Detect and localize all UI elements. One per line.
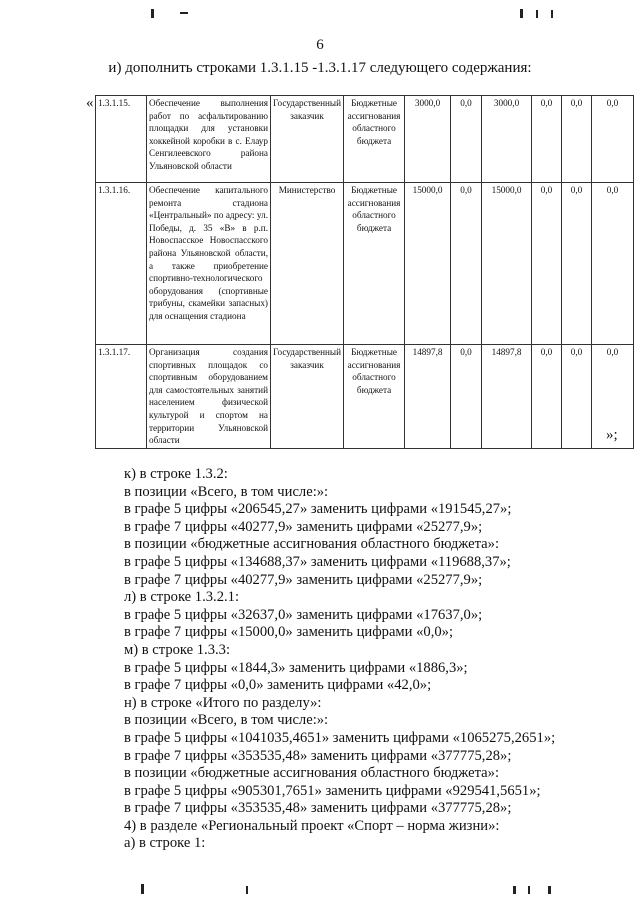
text-line: в позиции «бюджетные ассигнования областного бюджета»: [124,536,499,553]
table-row [96,96,634,183]
row-value: 15000,0 [405,183,451,345]
text-line: в графе 7 цифры «15000,0» заменить цифрами «0,0»; [124,624,454,641]
text-line: в графе 5 цифры «1041035,4651» заменить цифрами «1065275,2651»; [124,729,556,746]
scan-artifact [536,10,538,18]
amendment-table [95,95,634,449]
scan-artifact [180,12,188,14]
text-line: в графе 7 цифры «40277,9» заменить цифрами «25277,9»; [124,518,483,535]
text-line: н) в строке «Итого по разделу»: [124,694,322,711]
text-line: а) в строке 1: [124,835,206,852]
text-line: в позиции «Всего, в том числе:»: [124,483,329,500]
scan-artifact [141,884,144,894]
row-value: 0,0 [562,345,592,449]
row-value: 0,0 [532,345,562,449]
row-value: 0,0 [592,183,634,345]
text-line: в графе 5 цифры «134688,37» заменить цифрами «119688,37»; [124,553,511,570]
scan-artifact [151,9,154,18]
text-line: в графе 5 цифры «1844,3» заменить цифрами «1886,3»; [124,659,468,676]
scan-artifact [520,9,523,18]
closing-quote: »; [606,427,618,443]
row-number: 1.3.1.17. [96,345,147,449]
intro-text: и) дополнить строками 1.3.1.15 -1.3.1.17 следующего содержания: [108,60,532,76]
row-value: 0,0 [562,183,592,345]
row-executor: Государственный заказчик [271,345,344,449]
text-line: в позиции «бюджетные ассигнования областного бюджета»: [124,765,499,782]
row-value: 0,0 [451,96,482,183]
scan-artifact [513,886,516,894]
page-number: 6 [316,37,324,53]
text-line: в графе 5 цифры «32637,0» заменить цифрами «17637,0»; [124,606,483,623]
row-value: 0,0 [592,345,634,449]
row-source: Бюджетные ассигнования областного бюджета [344,96,405,183]
row-value: 14897,8 [482,345,532,449]
row-value: 0,0 [451,345,482,449]
text-line: в графе 5 цифры «206545,27» заменить цифрами «191545,27»; [124,501,512,518]
row-number: 1.3.1.16. [96,183,147,345]
scan-artifact [528,886,530,894]
row-name: Обеспечение капитального ремонта стадиона «Центральный» по адресу: ул. Победы, д. 35 «В» в р.п. Новоспасское Новоспасского района Ульяновской области, а также приобретение спортивно-технологического оборудования (спортивные трибуны, скамейки запасных) для оснащения стадиона [147,183,271,345]
text-line: в графе 5 цифры «905301,7651» заменить цифрами «929541,5651»; [124,782,541,799]
row-value: 3000,0 [482,96,532,183]
row-executor: Министерство [271,183,344,345]
text-line: в графе 7 цифры «0,0» заменить цифрами «42,0»; [124,677,432,694]
opening-quote: « [86,95,94,111]
row-source: Бюджетные ассигнования областного бюджета [344,183,405,345]
text-line: к) в строке 1.3.2: [124,466,228,482]
text-line: в графе 7 цифры «40277,9» заменить цифрами «25277,9»; [124,571,483,588]
text-line: в позиции «Всего, в том числе:»: [124,712,329,729]
text-line: л) в строке 1.3.2.1: [124,589,239,606]
table-row [96,345,634,449]
row-value: 0,0 [451,183,482,345]
row-value: 15000,0 [482,183,532,345]
scan-artifact [551,10,553,18]
row-value: 0,0 [532,183,562,345]
text-line: 4) в разделе «Региональный проект «Спорт – норма жизни»: [124,817,500,834]
row-value: 0,0 [532,96,562,183]
scan-artifact [246,886,248,894]
row-value: 0,0 [562,96,592,183]
row-value: 14897,8 [405,345,451,449]
row-executor: Государственный заказчик [271,96,344,183]
text-line: м) в строке 1.3.3: [124,641,231,658]
amendment-text [124,466,624,853]
row-value: 0,0 [592,96,634,183]
text-line: в графе 7 цифры «353535,48» заменить цифрами «377775,28»; [124,747,512,764]
table-row [96,183,634,345]
row-value: 3000,0 [405,96,451,183]
scan-artifact [548,886,551,894]
row-name: Организация создания спортивных площадок со спортивным оборудованием для самостоятельных занятий населением физической культурой и спортом на территории Ульяновской области [147,345,271,449]
text-line: в графе 7 цифры «353535,48» заменить цифрами «377775,28»; [124,800,512,817]
row-source: Бюджетные ассигнования областного бюджета [344,345,405,449]
row-number: 1.3.1.15. [96,96,147,183]
row-name: Обеспечение выполнения работ по асфальтированию площадки для установки хоккейной коробки в с. Елаур Сенгилеевского района Ульяновской области [147,96,271,183]
